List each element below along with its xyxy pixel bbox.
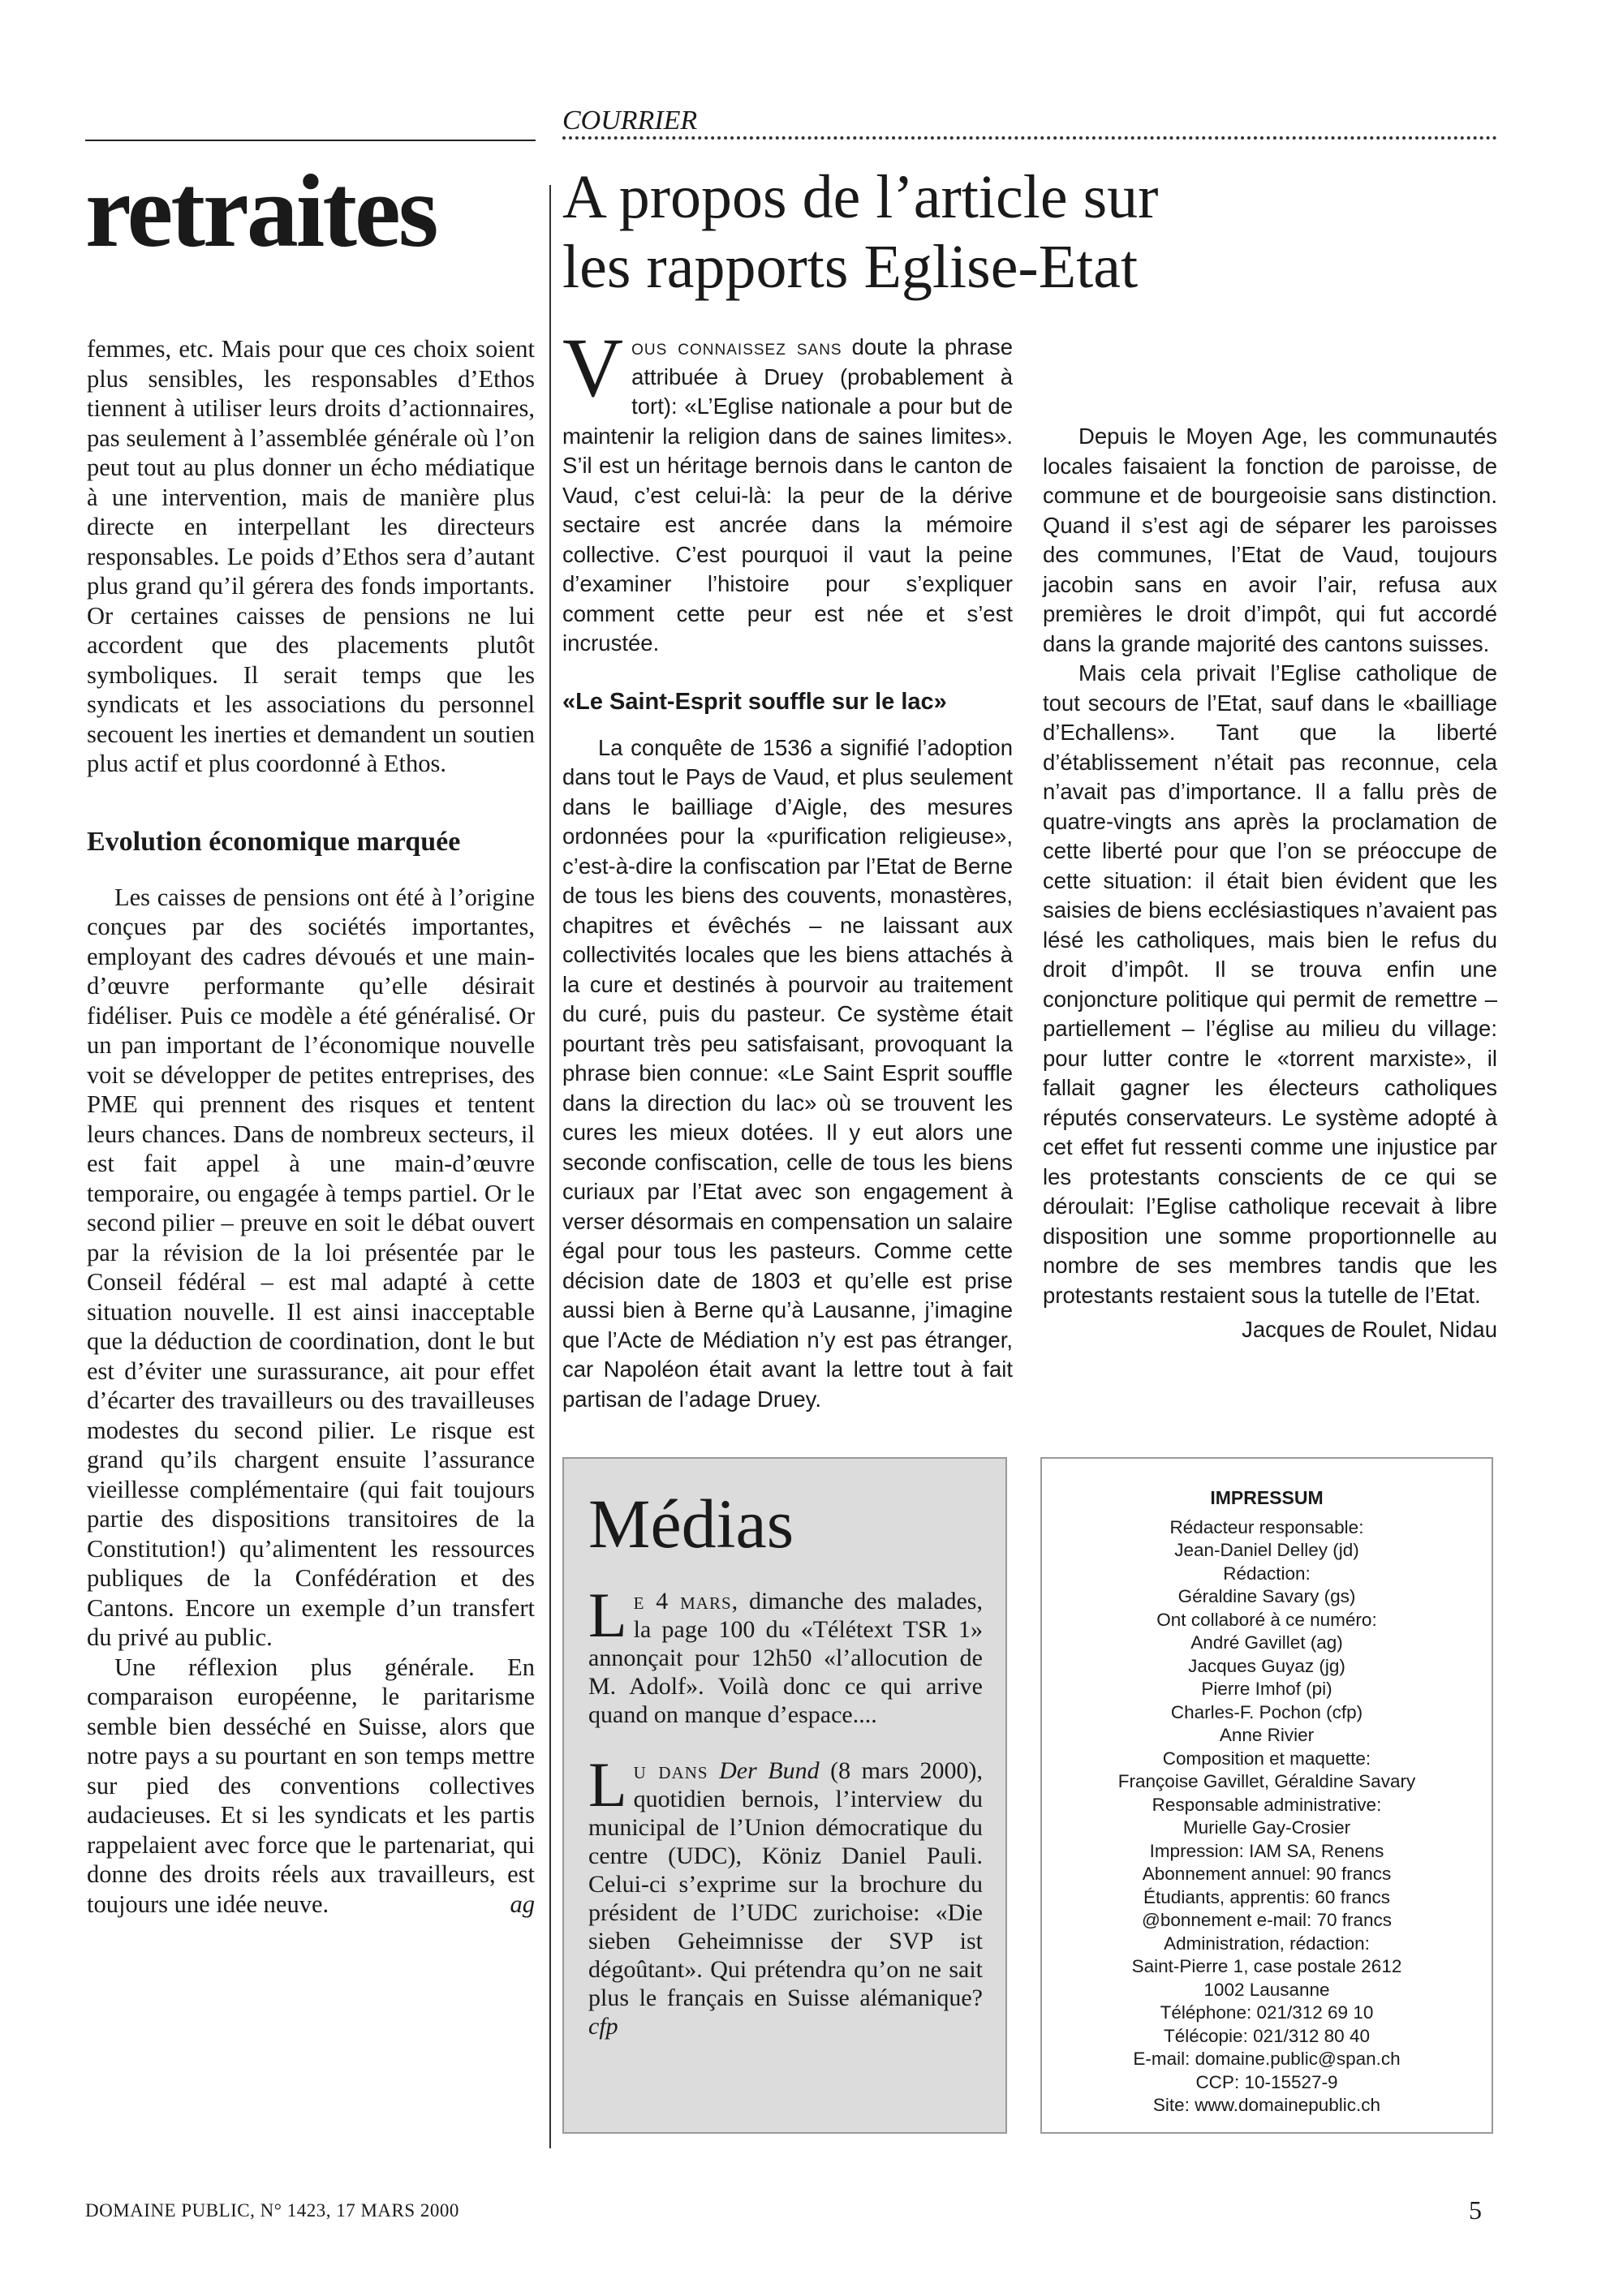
medias-item-1 [588,1580,983,1729]
article-paragraph-4: Mais cela privait l’Eglise catholique de tout secours de l’Etat, sauf dans le «bailliage d’Echallens». Tant que la liberté d’établissement n’était pas reconnue, cela n’avait pas d’importance. Il a fallu près de quatre-vingts ans après la proclamation de cette liberté pour que l’on se préoccupe de cette situation: il était bien évident que les saisies de biens ecclésiastiques n’avaient pas lésé les catholiques, mais bien le refus du droit d’impôt. Il se trouva enfin une conjoncture politique qui permit de remettre – partiellement – l’église au milieu du village: pour lutter contre le «torrent marxiste», il fallait gagner les électeurs catholiques réputés conservateurs. Le système adopté à cet effet fut ressenti comme une injustice par les protestants conscients de ce qui se déroulait: l’Eglise catholique recevait à libre disposition une somme proportionnelle au nombre de ses membres tandis que les protestants restaient sous la tutelle de l’Etat. [1043,660,1497,1308]
impressum-title: IMPRESSUM [1210,1487,1324,1508]
medias-item-2 [588,1749,984,2040]
impressum-line: Site: www.domainepublic.ch [1152,2095,1381,2115]
medias-dropcap-2: L [588,1749,627,1820]
impressum-line: 1002 Lausanne [1203,1979,1330,2000]
impressum-line: @bonnement e-mail: 70 francs [1142,1910,1392,1930]
left-article-body [87,334,535,1919]
impressum-line: Administration, rédaction: [1164,1933,1370,1954]
impressum-line: Saint-Pierre 1, case postale 2612 [1131,1956,1402,1976]
impressum-line: Télécopie: 021/312 80 40 [1164,2025,1370,2046]
article-paragraph-1 [562,321,1013,659]
impressum-line: Impression: IAM SA, Renens [1149,1840,1384,1861]
impressum-box [1040,1457,1493,2134]
medias-title: Médias [588,1485,794,1563]
left-top-rule [85,140,536,141]
article-column-1 [562,321,1013,1457]
impressum-line: Responsable administrative: [1152,1794,1382,1815]
medias-body [588,1580,984,2040]
impressum-line: Murielle Gay-Crosier [1182,1817,1351,1838]
article-paragraph-3: Depuis le Moyen Age, les communautés locales faisaient la fonction de paroisse, de commune et de bourgeoisie sans distinction. Quand il s’est agi de séparer les paroisses des communes, l’Etat de Vaud, toujours jacobin sans en avoir l’air, refusa aux premières le droit d’impôt, qui fut accordé dans la grande majorité des cantons suisses. [1043,424,1497,656]
impressum-line: Anne Rivier [1219,1725,1315,1745]
section-dotted-rule [562,136,1497,140]
impressum-line: Charles-F. Pochon (cfp) [1170,1701,1363,1722]
medias-dropcap-1: L [588,1580,627,1650]
left-paragraph-2: Les caisses de pensions ont été à l’origine conçues par des sociétés importantes, employant des cadres dévoués et une main-d’œuvre performante qu’elle désirait fidéliser. Puis ce modèle a été généralisé. Or un pan important de l’économique nouvelle voit se développer de petites entreprises, des PME qui prennent des risques et tentent leurs chances. Dans de nombreux secteurs, il est fait appel à une main-d’œuvre temporaire, ou engagée à temps partiel. Or le second pilier – preuve en soit le débat ouvert par la révision de la loi présentée par le Conseil fédéral – est mal adapté à cette situation nouvelle. Il est ainsi inacceptable que la déduction de coordination, dont le but est d’éviter une surassurance, ait pour effet d’écarter des travailleurs ou des travailleuses modestes du second pilier. Le risque est grand qu’ils chargent ensuite l’assurance vieillesse complémentaire (qui fait toujours partie des dispositions transitoires de la Constitution!) qu’alimentent les ressources publiques de la Confédération et des Cantons. Encore un exemple d’un transfert du privé au public. [87,883,535,1651]
article-author: Jacques de Roulet, Nidau [1242,1317,1497,1342]
impressum-line: CCP: 10-15527-9 [1195,2071,1338,2092]
medias-lead-1: e 4 mars, [633,1588,739,1615]
medias-item-1-text: dimanche des malades, la page 100 du «Télétext TSR 1» annonçait pour 12h50 «l’allocution de M. Adolf». Voilà donc ce qui arrive quand on manque d’espace.... [588,1588,983,1728]
impressum-line: André Gavillet (ag) [1190,1632,1343,1653]
impressum-line: Abonnement annuel: 90 francs [1142,1864,1392,1884]
left-paragraph-1: femmes, etc. Mais pour que ces choix soient plus sensibles, les responsables d’Ethos tiennent à utiliser leurs droits d’actionnaires, pas seulement à l’assemblée générale où l’on peut tout au plus donner un écho médiatique à une intervention, mais de manière plus directe en interpellant les directeurs responsables. Le poids d’Ethos sera d’autant plus grand qu’il gérera des fonds importants. Or certaines caisses de pensions ne lui accordent que des placements plutôt symboliques. Il serait temps que les syndicats et les associations du personnel secouent les inerties et demandent un soutien plus actif et plus coordonné à Ethos. [87,335,535,777]
left-paragraph-3-text: Une réflexion plus générale. En comparaison européenne, le paritarisme semble bien desséché en Suisse, alors que notre pays a su pourtant en son temps mettre sur pied des conventions collectives audacieuses. Et si les syndicats et les partis rappelaient avec force que le partenariat, qui donne des droits réels aux travailleurs, est toujours une idée neuve. [87,1653,535,1918]
article-title [562,162,1496,302]
impressum-line: Rédacteur responsable: [1169,1516,1364,1537]
section-label: COURRIER [562,105,698,135]
medias-item-2-text: (8 mars 2000), quotidien bernois, l’interview du municipal de l’Union démocratique du centre (UDC), Köniz Daniel Pauli. Celui-ci s’exprime sur la brochure du président de l’UDC zurichoise: «Die sieben Geheimnisse der SVP ist dégoûtant». Qui prétendra qu’on ne sait plus le français en Suisse alémanique? [588,1757,984,2011]
column-divider [549,185,551,2148]
impressum-line: Pierre Imhof (pi) [1201,1679,1332,1699]
left-signature: ag [510,1890,535,1918]
medias-item-2-newspaper: Der Bund [708,1757,820,1784]
left-article-title: retraites [85,153,437,269]
footer-page-number: 5 [1469,2195,1482,2225]
impressum-line: Téléphone: 021/312 69 10 [1160,2002,1374,2023]
impressum-line: Géraldine Savary (gs) [1177,1586,1356,1606]
impressum-line: Françoise Gavillet, Géraldine Savary [1117,1771,1416,1791]
impressum-line: Composition et maquette: [1162,1748,1371,1769]
article-column-2 [1043,333,1497,1345]
impressum-line: E-mail: domaine.public@span.ch [1133,2049,1401,2069]
impressum-line: Rédaction: [1223,1563,1311,1584]
article-dropcap: V [562,321,624,415]
impressum-line: Jean-Daniel Delley (jd) [1174,1540,1359,1560]
article-paragraph-2: La conquête de 1536 a signifié l’adoption dans tout le Pays de Vaud, et plus seulement dans le bailliage d’Aigle, des mesures ordonnées pour la «purification religieuse», c’est-à-dire la confiscation par l’Etat de Berne de tous les biens des couvents, monastères, chapitres et évêchés – ne laissant aux collectivités locales que les biens attachés à la cure et destinés à pourvoir au traitement du curé, puis du pasteur. Ce système était pourtant très peu satisfaisant, provoquant la phrase bien connue: «Le Saint Esprit souffle dans la direction du lac» où se trouvent les cures les mieux dotées. Il y eut alors une seconde confiscation, celle de tous les biens curiaux par l’Etat avec son engagement à verser désormais en compensation un salaire égal pour tous les pasteurs. Comme cette décision date de 1803 et qu’elle est prise aussi bien à Berne qu’à Lausanne, j’imagine que l’Acte de Médiation n’y est pas étranger, car Napoléon était avant la lettre tout à fait partisan de l’adage Druey. [562,734,1013,1412]
medias-lead-2: u dans [633,1757,708,1784]
impressum-line: Étudiants, apprentis: 60 francs [1143,1886,1390,1907]
impressum-line: Jacques Guyaz (jg) [1188,1655,1345,1676]
article-paragraph-2-continued [1043,333,1497,422]
article-subheading: «Le Saint-Esprit souffle sur le lac» [562,688,947,715]
impressum-line: Ont collaboré à ce numéro: [1156,1609,1377,1630]
article-lead-smallcaps: ous connaissez sans [631,334,842,359]
medias-signature: cfp [588,2013,618,2040]
medias-box [562,1457,1007,2134]
footer-publication: DOMAINE PUBLIC, N° 1423, 17 MARS 2000 [85,2200,459,2221]
left-subheading: Evolution économique marquée [87,826,461,857]
article-title-line-2: les rapports Eglise-Etat [562,233,1139,301]
article-paragraph-1-text: doute la phrase attribuée à Druey (probablement à tort): «L’Eglise nationale a pour but de maintenir la religion dans de saines limites». S’il est un héritage bernois dans le canton de Vaud, c’est celui-là: la peur de la dérive sectaire est ancrée dans la mémoire collective. C’est pourquoi il vaut la peine d’examiner l’histoire pour s’expliquer comment cette peur est née et s’est incrustée. [562,334,1013,656]
left-paragraph-3 [87,1653,535,1920]
article-title-line-1: A propos de l’article sur [562,163,1159,231]
